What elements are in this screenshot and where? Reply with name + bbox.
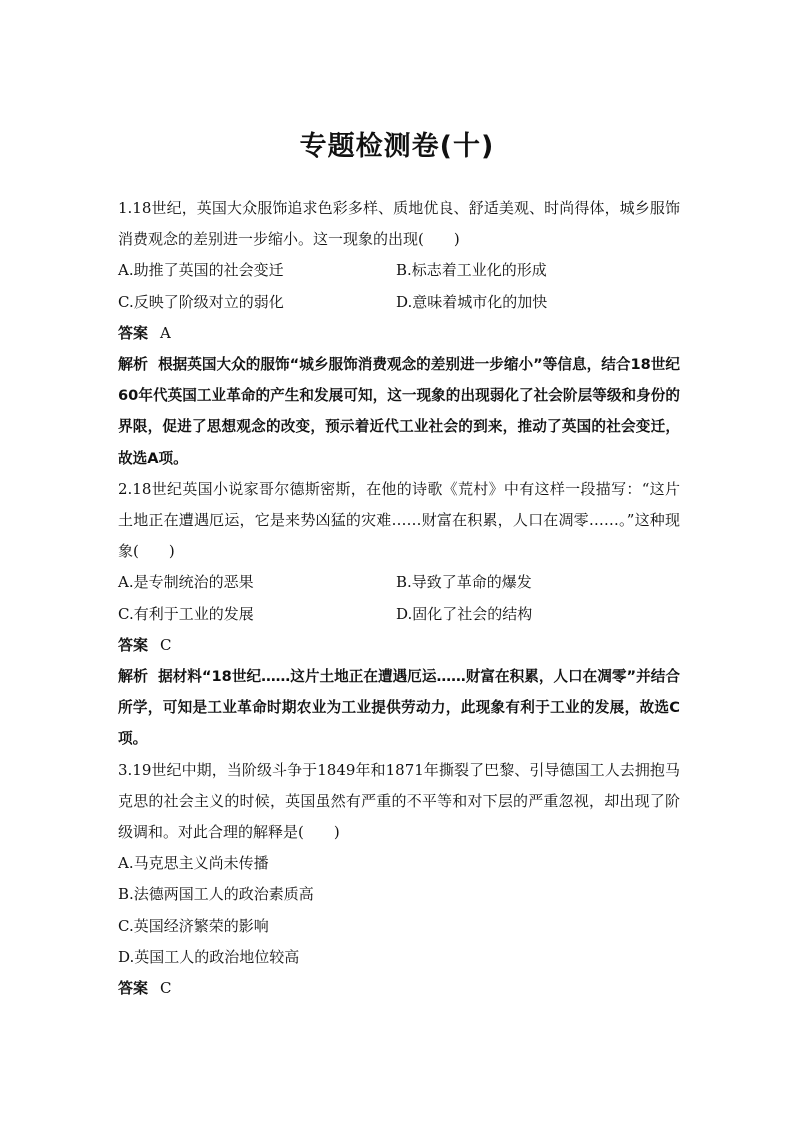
analysis-label: 解析 [118,355,149,374]
question-1-stem: 1.18世纪，英国大众服饰追求色彩多样、质地优良、舒适美观、时尚得体，城乡服饰消费观念的差别进一步缩小。这一现象的出现( ) [118,199,680,249]
question-2-options-row-1 [118,567,680,598]
question-3-option-b: B.法德两国工人的政治素质高 [118,885,314,904]
question-2-analysis [118,661,680,755]
question-2-option-a: A.是专制统治的恶果 [118,573,254,592]
question-3-option-c: C.英国经济繁荣的影响 [118,916,269,935]
question-1-option-c: C.反映了阶级对立的弱化 [118,292,284,311]
answer-value: A [160,323,171,342]
question-1-option-a: A.助推了英国的社会变迁 [118,261,284,280]
page-title: 专题检测卷(十) [299,131,495,162]
question-2 [118,474,680,755]
question-1-analysis [118,349,680,474]
answer-label: 答案 [118,979,149,998]
question-2-option-b: B.导致了革命的爆发 [396,573,532,592]
answer-value: C [160,635,172,654]
analysis-label: 解析 [118,667,149,686]
question-1-option-b: B.标志着工业化的形成 [396,261,547,280]
question-3-stem: 3.19世纪中期，当阶级斗争于1849年和1871年撕裂了巴黎、引导德国工人去拥抱马克思的社会主义的时候，英国虽然有严重的不平等和对下层的严重忽视，却出现了阶级调和。对此合理的解释是( ) [118,760,680,842]
question-3-answer [118,973,680,1004]
question-1 [118,193,680,474]
answer-label: 答案 [118,635,149,654]
question-1-answer [118,318,680,349]
answer-value: C [160,979,172,998]
answer-label: 答案 [118,323,149,342]
question-2-option-d: D.固化了社会的结构 [396,604,533,623]
document-body [118,193,680,1004]
question-1-option-d: D.意味着城市化的加快 [396,292,548,311]
question-2-options-row-2 [118,599,680,630]
question-3 [118,755,680,1005]
question-1-options-row-1 [118,255,680,286]
question-2-stem: 2.18世纪英国小说家哥尔德斯密斯，在他的诗歌《荒村》中有这样一段描写：“这片土地正在遭遇厄运，它是来势凶猛的灾难……财富在积累，人口在凋零……。”这种现象( ) [118,479,680,561]
question-1-options-row-2 [118,287,680,318]
analysis-text: 根据英国大众的服饰“城乡服饰消费观念的差别进一步缩小”等信息，结合18世纪60年代英国工业革命的产生和发展可知，这一现象的出现弱化了社会阶层等级和身份的界限，促进了思想观念的改变，预示着近代工业社会的到来，推动了英国的社会变迁，故选A项。 [118,356,680,467]
analysis-text: 据材料“18世纪……这片土地正在遭遇厄运……财富在积累，人口在凋零”并结合所学，可知是工业革命时期农业为工业提供劳动力，此现象有利于工业的发展，故选C项。 [118,668,680,748]
question-3-option-d: D.英国工人的政治地位较高 [118,947,300,966]
question-2-option-c: C.有利于工业的发展 [118,604,254,623]
question-3-option-a: A.马克思主义尚未传播 [118,854,269,873]
question-2-answer [118,630,680,661]
